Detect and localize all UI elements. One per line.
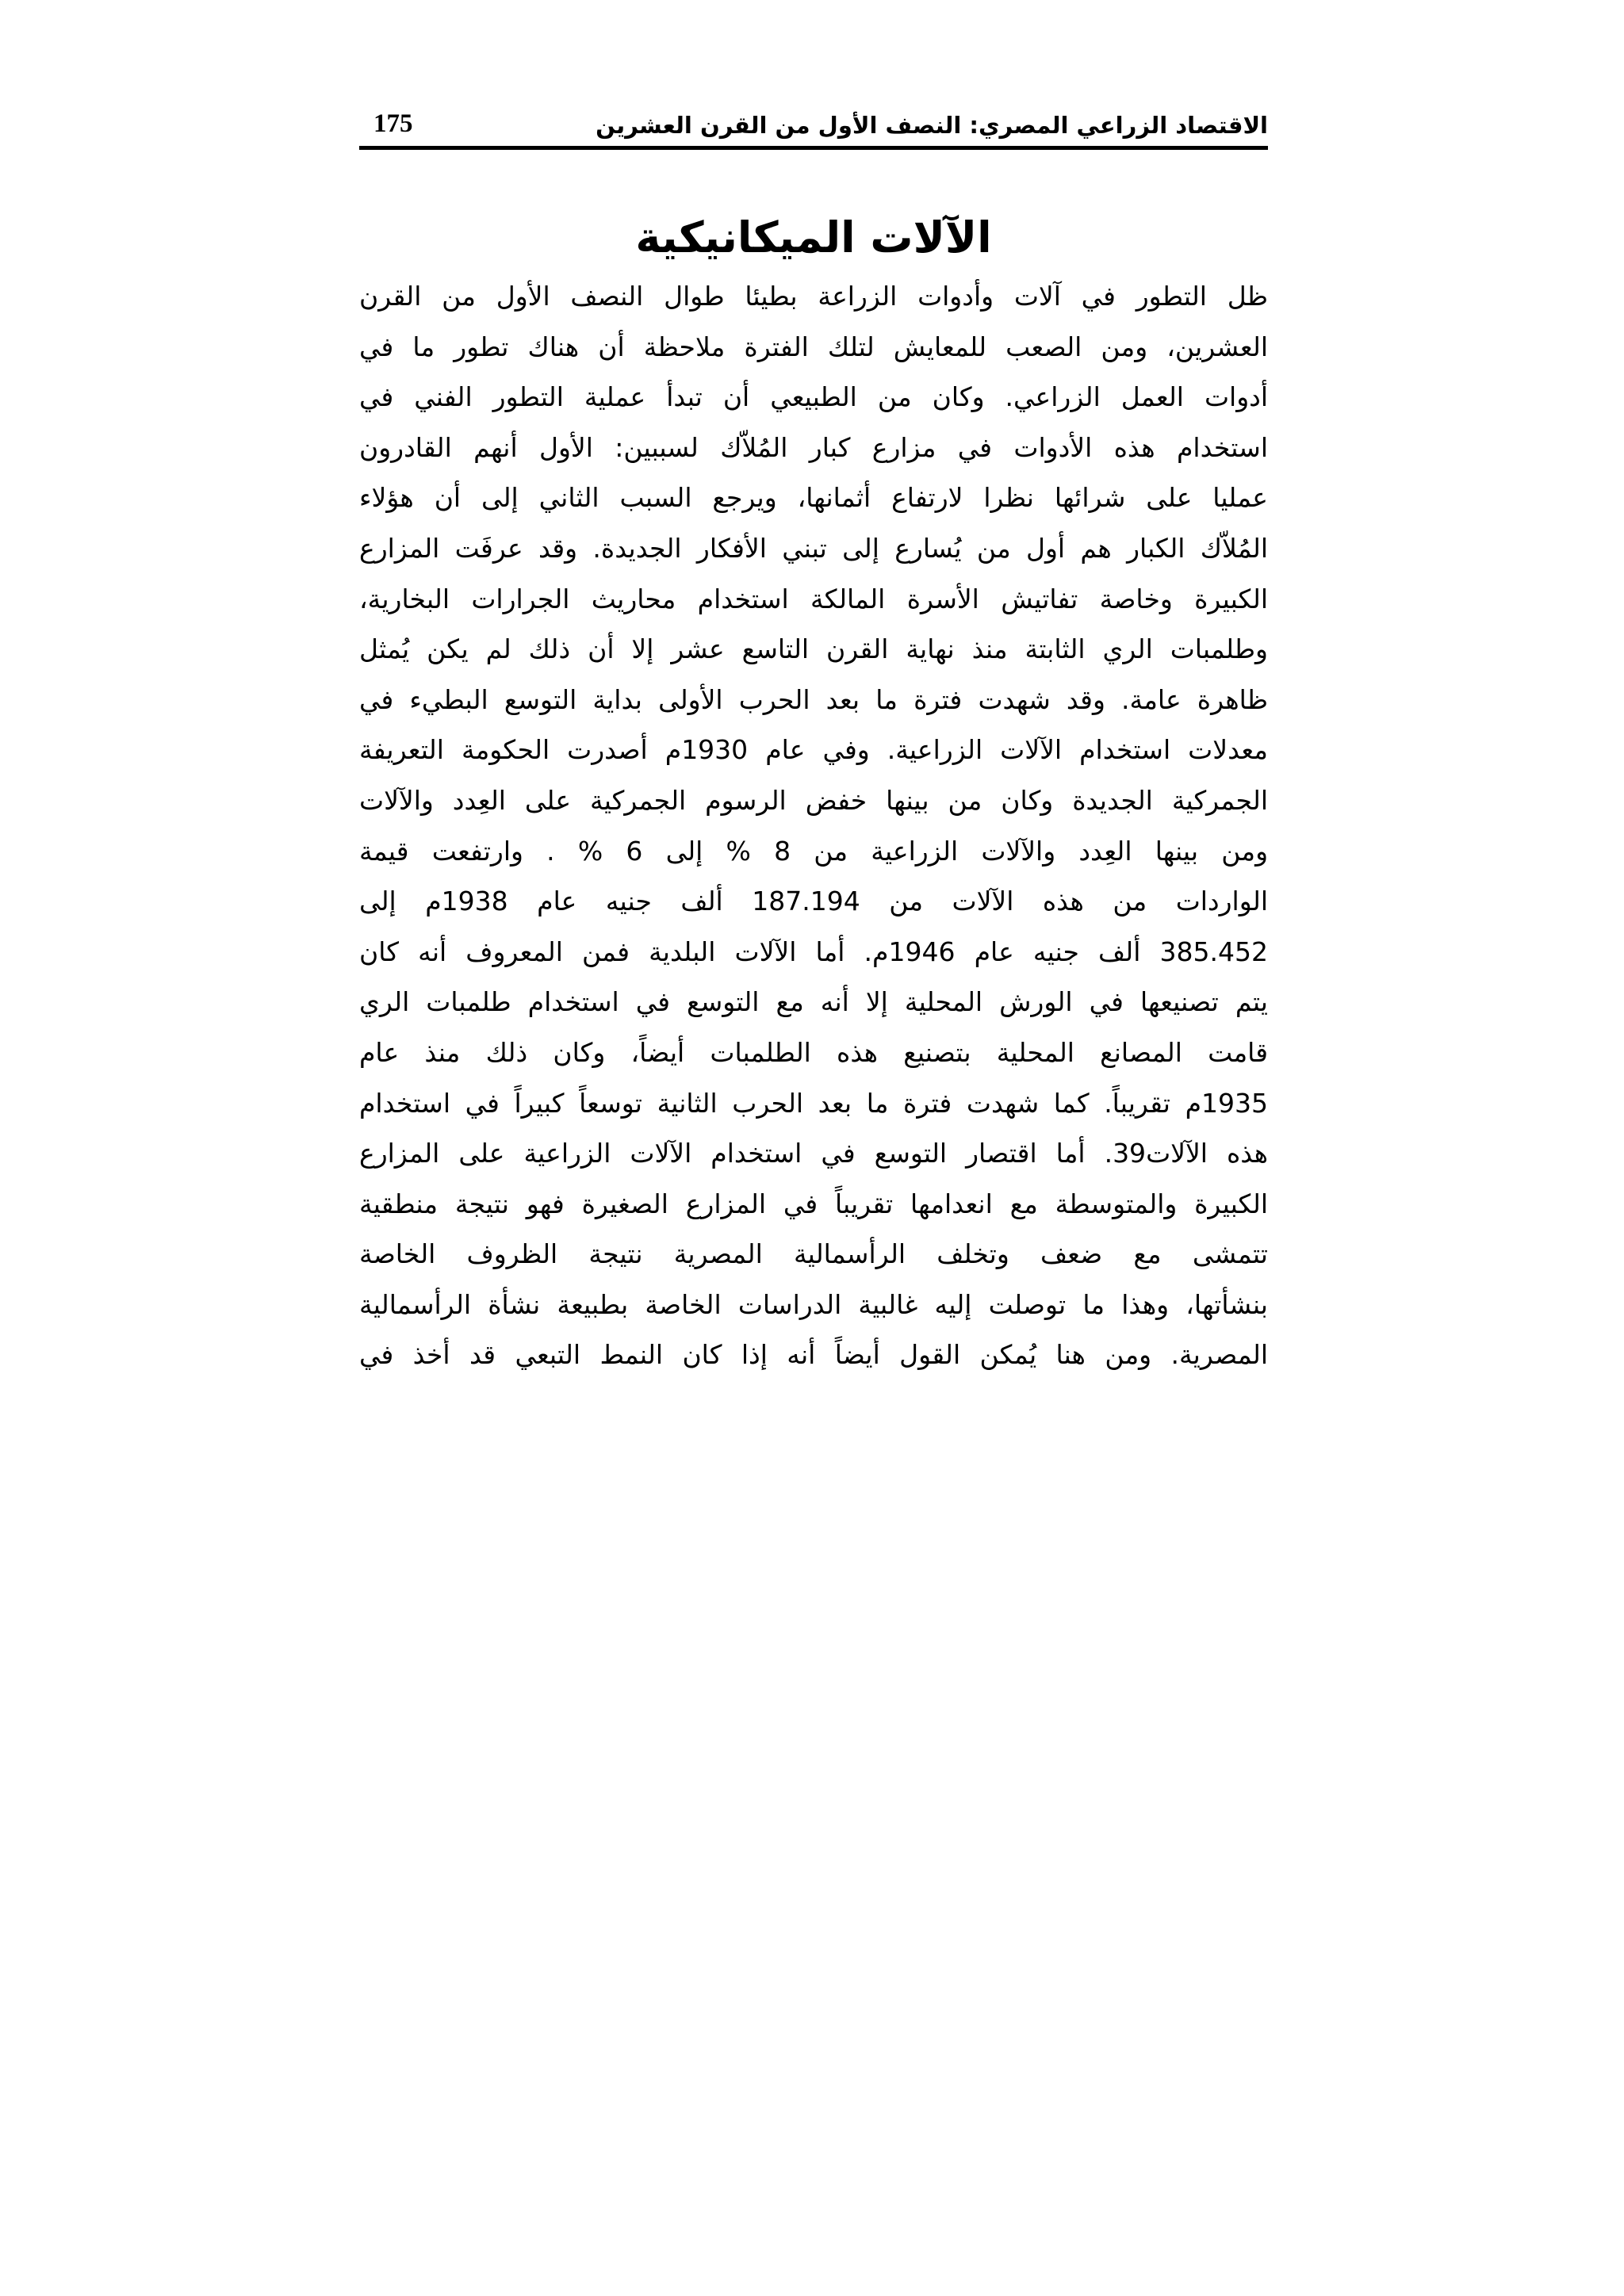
text-line: قامت المصانع المحلية بتصنيع هذه الطلمبات أيضاً، وكان ذلك منذ عام: [359, 1036, 1268, 1068]
paragraph: [359, 271, 1268, 1380]
running-title: الاقتصاد الزراعي المصري: النصف الأول من القرن العشرين: [596, 112, 1268, 139]
text-line: استخدام هذه الأدوات في مزارع كبار المُلاّك لسببين: الأول أنهم القادرون: [359, 431, 1268, 463]
text-line: الكبيرة وخاصة تفاتيش الأسرة المالكة استخدام محاريث الجرارات البخارية،: [359, 583, 1268, 614]
text-line: عمليا على شرائها نظرا لارتفاع أثمانها، ويرجع السبب الثاني إلى أن هؤلاء: [359, 482, 1268, 514]
text-line: 1935م تقريباً. كما شهدت فترة ما بعد الحرب الثانية توسعاً كبيراً في استخدام: [359, 1087, 1268, 1119]
text-line: العشرين، ومن الصعب للمعايش لتلك الفترة ملاحظة أن هناك تطور ما في: [359, 331, 1268, 362]
text-line: الواردات من هذه الآلات من 187.194 ألف جنيه عام 1938م إلى: [359, 886, 1268, 917]
text-line: ومن بينها العِدد والآلات الزراعية من 8 % إلى 6 % . وارتفعت قيمة: [359, 835, 1268, 867]
text-line: هذه الآلات39. أما اقتصار التوسع في استخدام الآلات الزراعية على المزارع: [359, 1138, 1268, 1169]
text-line: المصرية. ومن هنا يُمكن القول أيضاً أنه إذا كان النمط التبعي قد أخذ في: [359, 1339, 1268, 1371]
text-line: 385.452 ألف جنيه عام 1946م. أما الآلات البلدية فمن المعروف أنه كان: [359, 936, 1268, 967]
text-line: ظل التطور في آلات وأدوات الزراعة بطيئا طوال النصف الأول من القرن: [359, 281, 1268, 312]
text-line: يتم تصنيعها في الورش المحلية إلا أنه مع التوسع في استخدام طلمبات الري: [359, 986, 1268, 1018]
page-number: 175: [373, 109, 413, 138]
section-heading: الآلات الميكانيكية: [635, 212, 992, 262]
text-line: المُلاّك الكبار هم أول من يُسارع إلى تبني الأفكار الجديدة. وقد عرفَت المزارع: [359, 532, 1268, 564]
text-line: بنشأتها، وهذا ما توصلت إليه غالبية الدراسات الخاصة بطبيعة نشأة الرأسمالية: [359, 1288, 1268, 1320]
text-line: ظاهرة عامة. وقد شهدت فترة ما بعد الحرب الأولى بداية التوسع البطيء في: [359, 683, 1268, 715]
text-line: تتمشى مع ضعف وتخلف الرأسمالية المصرية نتيجة الظروف الخاصة: [359, 1238, 1268, 1270]
header-rule: [359, 146, 1268, 150]
running-header: [359, 105, 1268, 149]
text-line: الجمركية الجديدة وكان من بينها خفض الرسوم الجمركية على العِدد والآلات: [359, 784, 1268, 816]
text-line: وطلمبات الري الثابتة منذ نهاية القرن التاسع عشر إلا أن ذلك لم يكن يُمثل: [359, 633, 1268, 665]
text-line: معدلات استخدام الآلات الزراعية. وفي عام 1930م أصدرت الحكومة التعريفة: [359, 734, 1268, 766]
text-line: أدوات العمل الزراعي. وكان من الطبيعي أن تبدأ عملية التطور الفني في: [359, 381, 1268, 413]
text-line: الكبيرة والمتوسطة مع انعدامها تقريباً في المزارع الصغيرة فهو نتيجة منطقية: [359, 1188, 1268, 1219]
body-text: [359, 271, 1268, 1698]
